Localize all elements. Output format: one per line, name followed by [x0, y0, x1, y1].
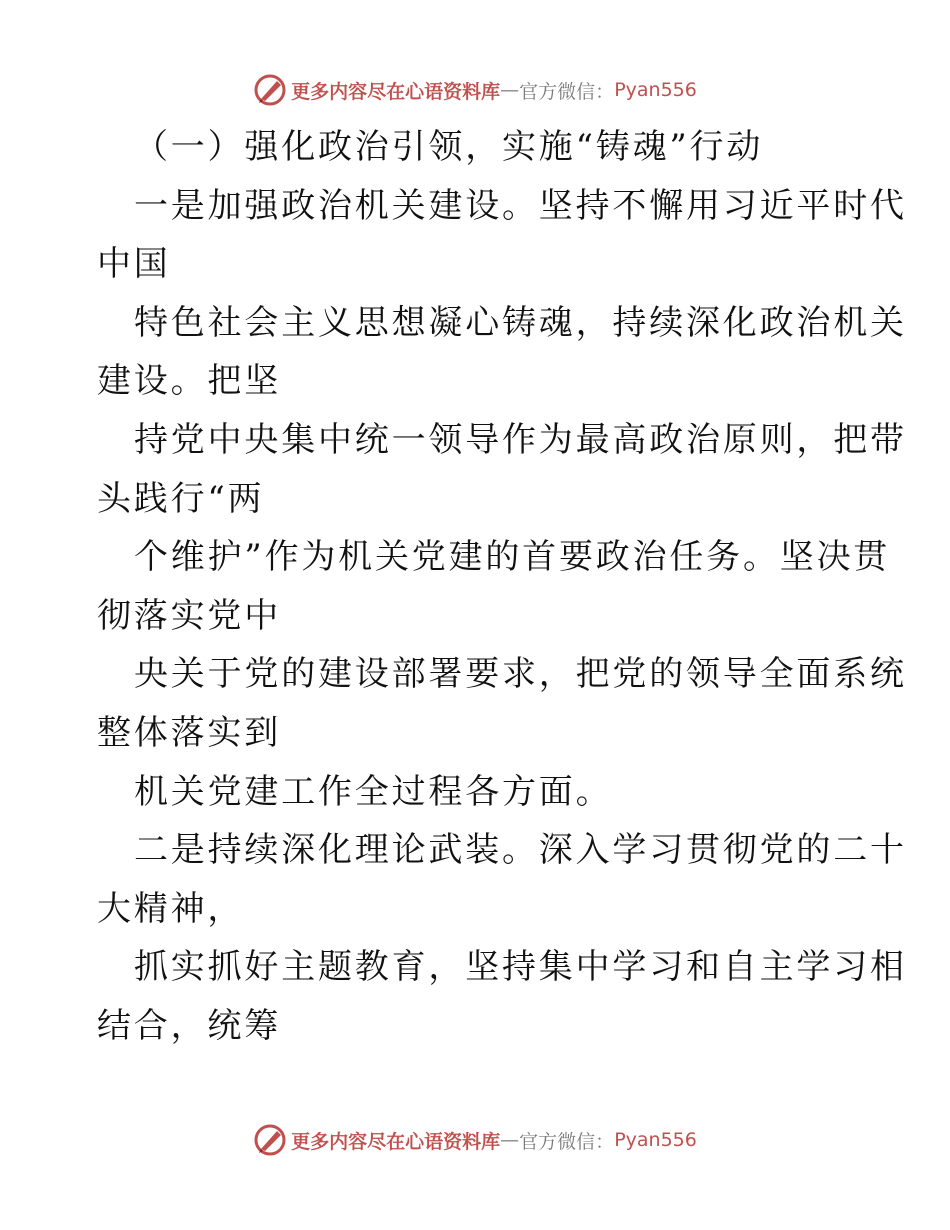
- watermark-brand: 更多内容尽在心语资料库: [291, 1130, 501, 1153]
- paragraph-line: 建设。把坚: [97, 361, 281, 402]
- paragraph-line: 个维护”作为机关党建的首要政治任务。坚决贯: [134, 537, 891, 578]
- document-body: [97, 118, 907, 1056]
- watermark-label: 官方微信：: [519, 1130, 615, 1153]
- paragraph-line: 特色社会主义思想凝心铸魂，持续深化政治机关: [134, 302, 907, 343]
- watermark-label: 官方微信：: [519, 80, 615, 103]
- watermark-wechat-id: Pyan556: [614, 79, 697, 101]
- watermark-separator: —: [500, 1129, 520, 1151]
- paragraph-line: 央关于党的建设部署要求，把党的领导全面系统: [134, 654, 907, 695]
- header-watermark: [0, 72, 950, 108]
- watermark-brand: 更多内容尽在心语资料库: [291, 80, 501, 103]
- footer-watermark: [0, 1122, 950, 1158]
- pen-logo-icon: [253, 73, 287, 107]
- paragraph-line: 中国: [97, 244, 171, 285]
- section-heading: （一）强化政治引领，实施“铸魂”行动: [134, 127, 764, 167]
- paragraph-line: 一是加强政治机关建设。坚持不懈用习近平时代: [134, 185, 907, 226]
- paragraph-line: 整体落实到: [97, 712, 281, 753]
- watermark-separator: —: [500, 79, 520, 101]
- paragraph-line: 头践行“两: [97, 478, 265, 519]
- paragraph-line: 结合，统筹: [97, 1005, 281, 1046]
- paragraph-line: 大精神，: [97, 888, 245, 929]
- pen-logo-icon: [253, 1123, 287, 1157]
- watermark-wechat-id: Pyan556: [614, 1129, 697, 1151]
- paragraph-line: 机关党建工作全过程各方面。: [134, 771, 613, 812]
- paragraph-line: 持党中央集中统一领导作为最高政治原则，把带: [134, 419, 907, 460]
- paragraph-line: 二是持续深化理论武装。深入学习贯彻党的二十: [134, 830, 907, 871]
- paragraph-line: 抓实抓好主题教育，坚持集中学习和自主学习相: [134, 947, 907, 988]
- paragraph-line: 彻落实党中: [97, 595, 281, 636]
